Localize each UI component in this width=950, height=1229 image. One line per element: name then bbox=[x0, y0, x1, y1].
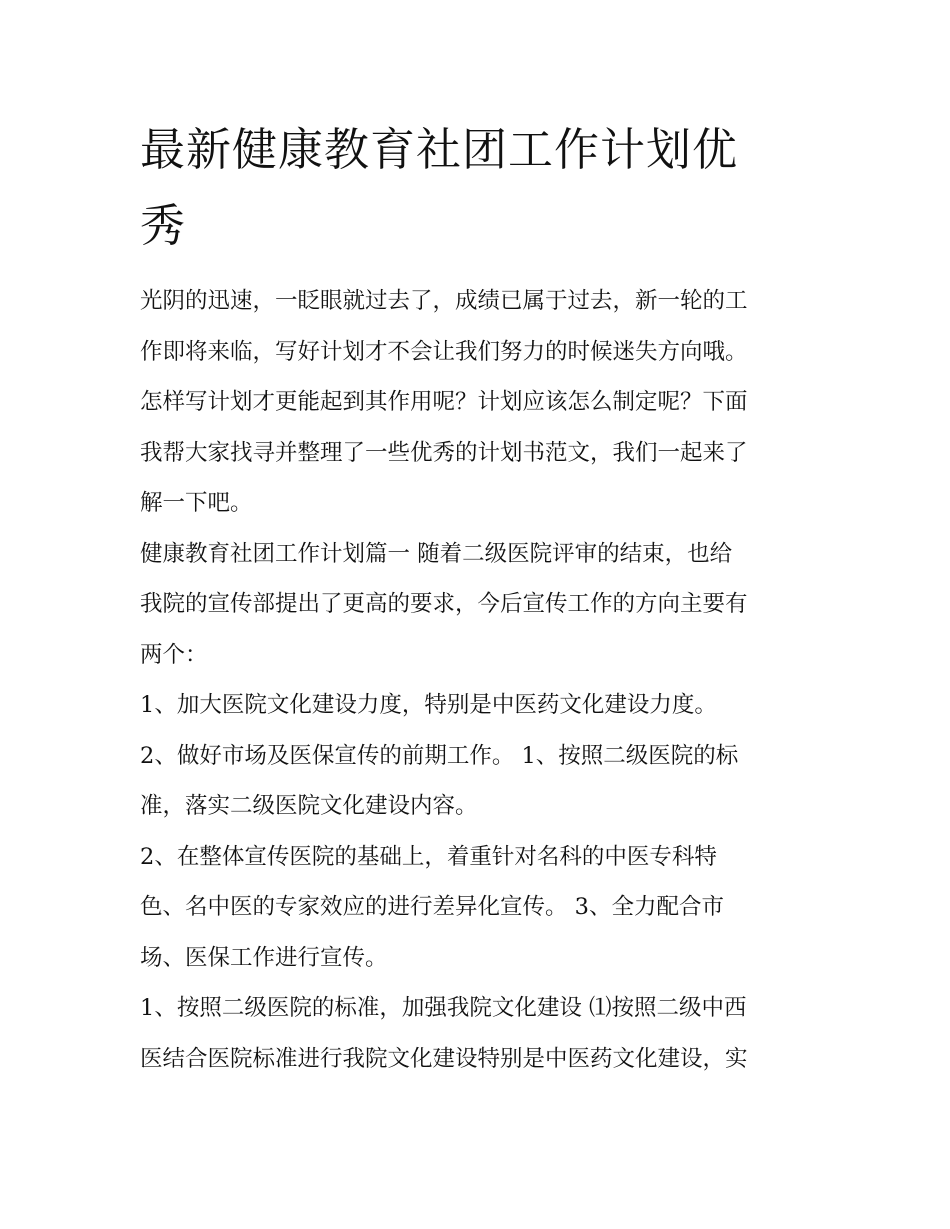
body-line-9: 1、加大医院文化建设力度，特别是中医药文化建设力度。 bbox=[140, 692, 717, 718]
body-line-13: 色、名中医的专家效应的进行差异化宣传。 3、全力配合市 bbox=[140, 894, 724, 920]
body-line-15: 1、按照二级医院的标准，加强我院文化建设 ⑴按照二级中西 bbox=[140, 995, 747, 1021]
body-line-10: 2、做好市场及医保宣传的前期工作。 1、按照二级医院的标 bbox=[140, 742, 739, 769]
body-line-12: 2、在整体宣传医院的基础上，着重针对名科的中医专科特 bbox=[140, 843, 717, 870]
body-line-14: 场、医保工作进行宣传。 bbox=[140, 944, 388, 971]
body-line-4: 我帮大家找寻并整理了一些优秀的计划书范文，我们一起来了 bbox=[140, 439, 748, 466]
document-body bbox=[140, 276, 820, 1084]
body-line-6: 健康教育社团工作计划篇一 随着二级医院评审的结束，也给 bbox=[140, 540, 733, 567]
body-line-3: 怎样写计划才更能起到其作用呢？计划应该怎么制定呢？下面 bbox=[140, 389, 748, 415]
body-line-7: 我院的宣传部提出了更高的要求，今后宣传工作的方向主要有 bbox=[140, 591, 748, 617]
body-line-2: 作即将来临，写好计划才不会让我们努力的时候迷失方向哦。 bbox=[140, 338, 748, 365]
title-line-1: 最新健康教育社团工作计划优 bbox=[140, 123, 739, 176]
document-title bbox=[140, 112, 820, 264]
body-line-8: 两个： bbox=[140, 641, 208, 668]
body-line-5: 解一下吧。 bbox=[140, 490, 253, 516]
body-line-11: 准，落实二级医院文化建设内容。 bbox=[140, 793, 478, 819]
body-line-1: 光阴的迅速，一眨眼就过去了，成绩已属于过去，新一轮的工 bbox=[140, 288, 748, 314]
title-line-2: 秀 bbox=[140, 199, 187, 252]
body-line-16: 医结合医院标准进行我院文化建设特别是中医药文化建设，实 bbox=[140, 1045, 748, 1072]
